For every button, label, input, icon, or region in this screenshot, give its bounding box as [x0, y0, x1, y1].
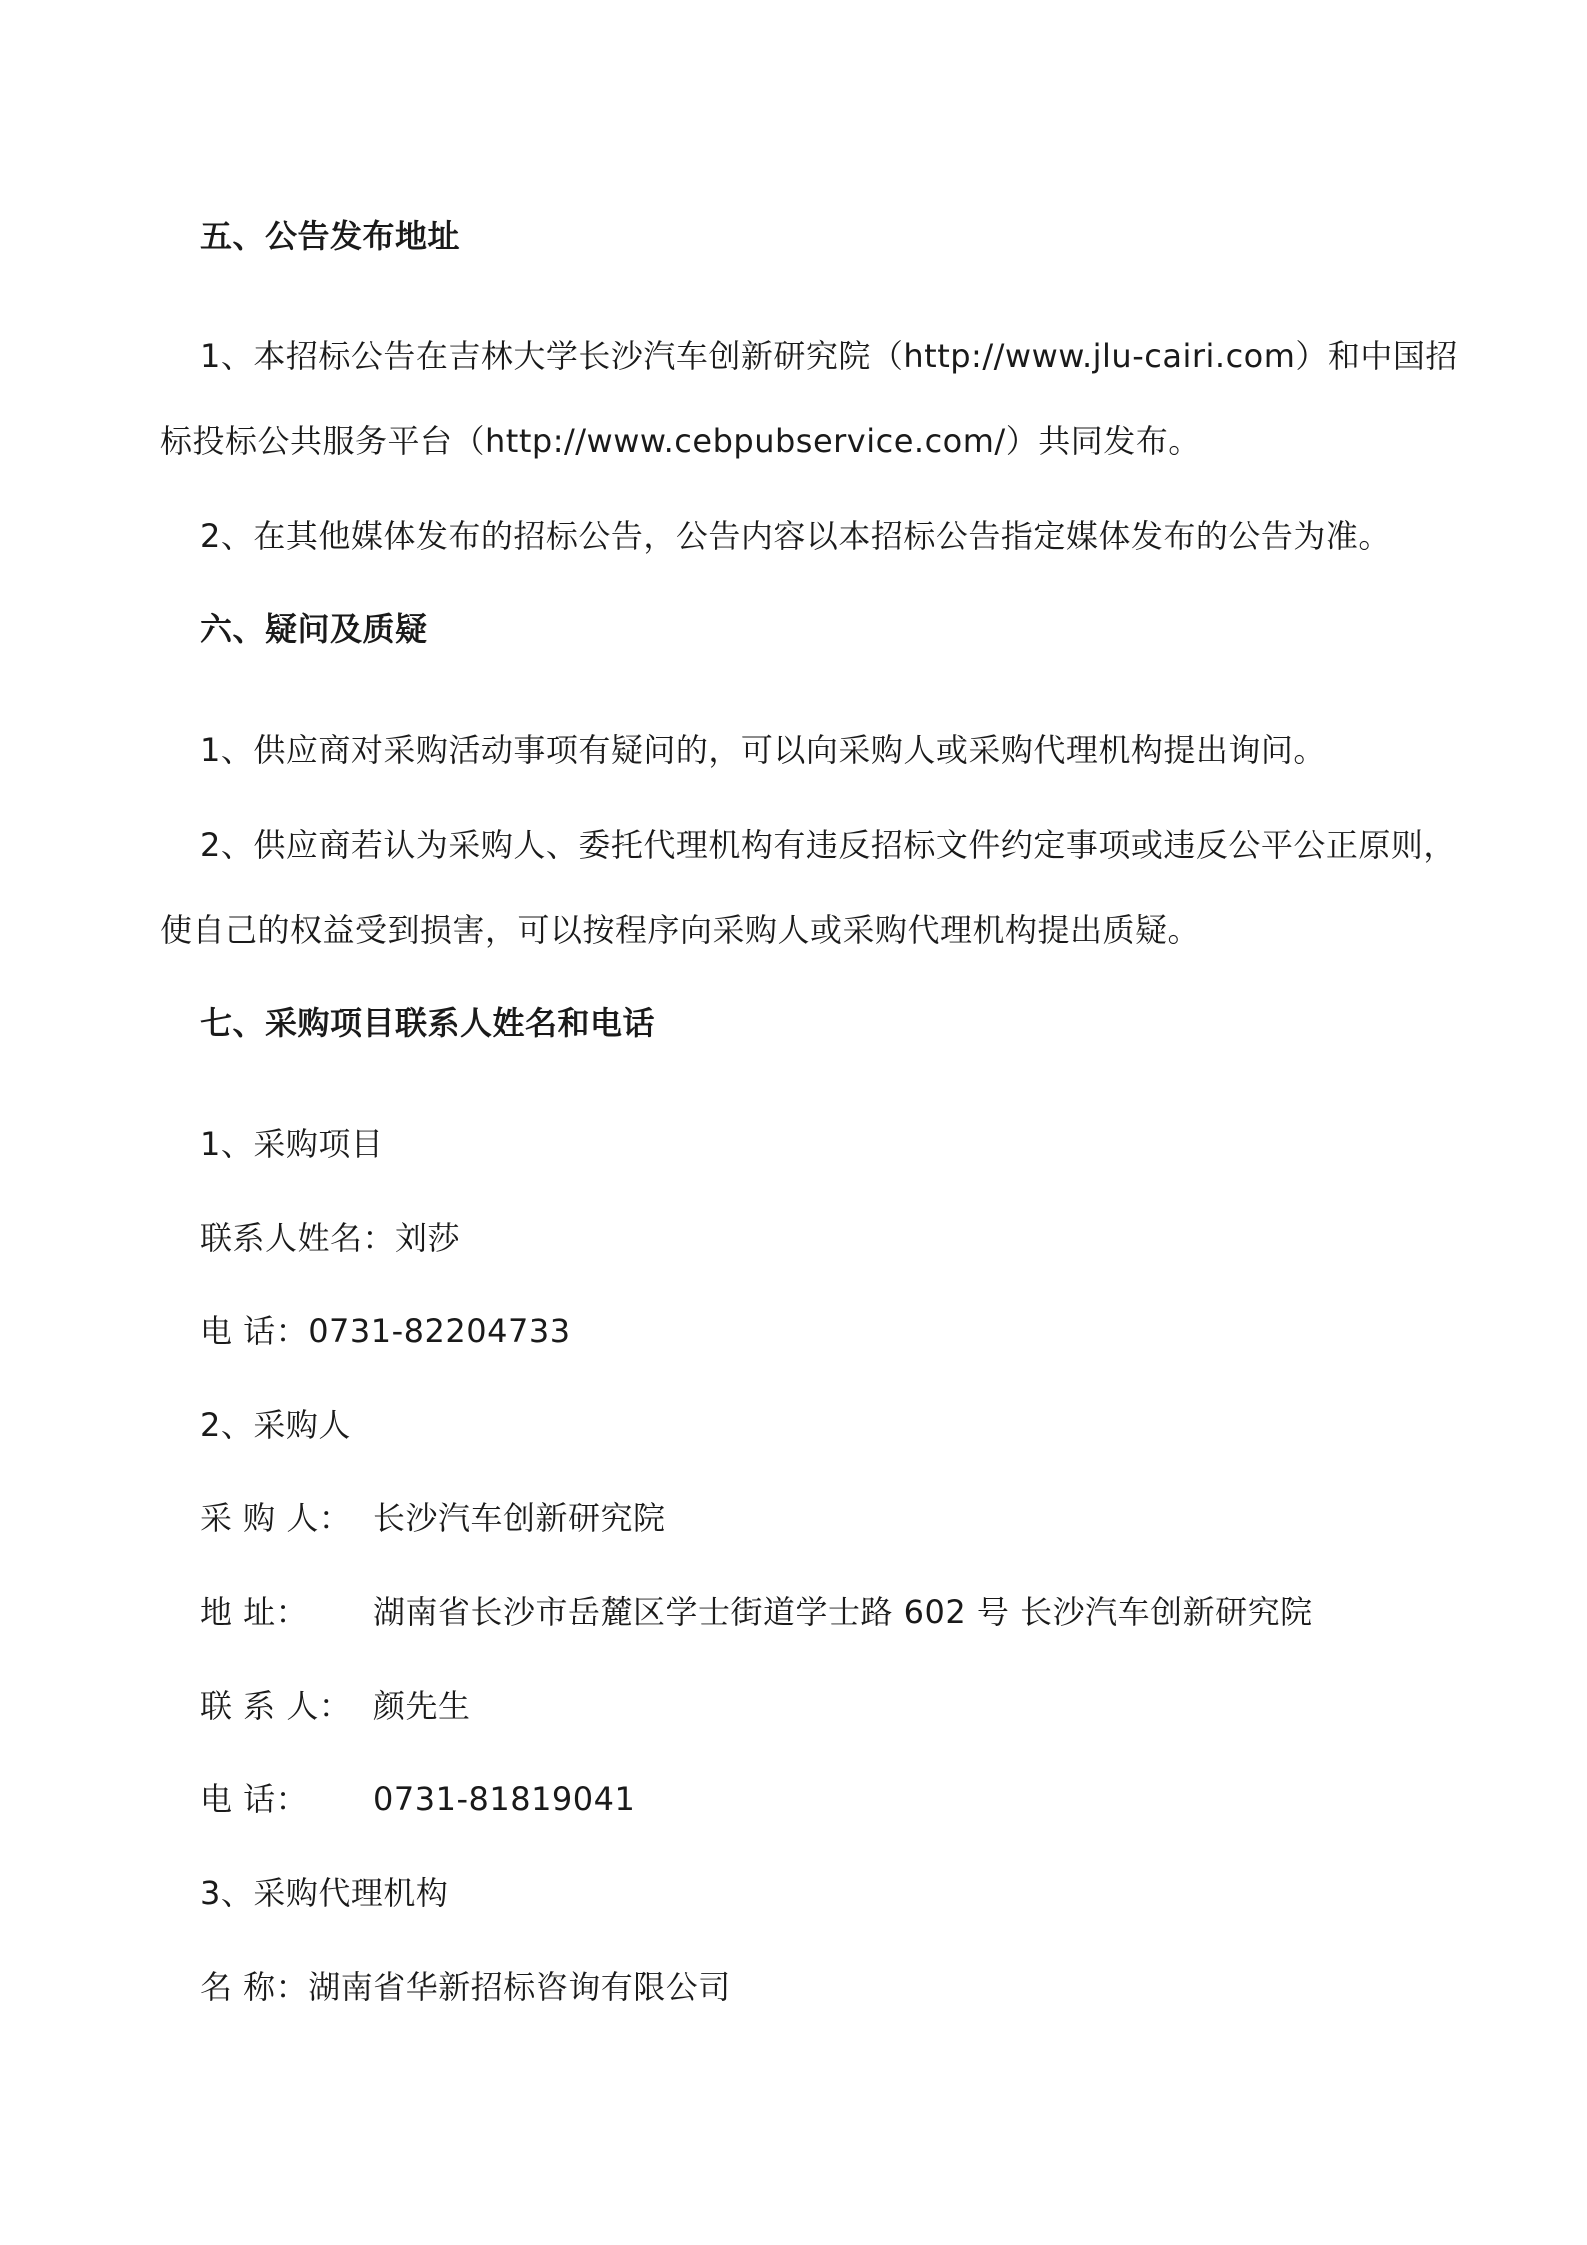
phone-row [200, 1779, 635, 1819]
item-2-title: 2、采购人 [200, 1406, 351, 1444]
section-7-heading: 七、采购项目联系人姓名和电话 [200, 1004, 656, 1042]
agency-row [200, 1967, 731, 2007]
address-row [200, 1592, 1313, 1632]
agency-value: 湖南省华新招标咨询有限公司 [308, 1968, 731, 2006]
item-1-contact: 联系人姓名：刘莎 [200, 1219, 461, 1257]
section-6-paragraph-2-line-1: 2、供应商若认为采购人、委托代理机构有违反招标文件约定事项或违反公平公正原则， [200, 826, 1456, 864]
item-1-phone-row [200, 1311, 571, 1351]
item-1-title: 1、采购项目 [200, 1125, 384, 1163]
contact-row [200, 1686, 471, 1726]
buyer-row [200, 1498, 666, 1538]
section-5-paragraph-2: 2、在其他媒体发布的招标公告，公告内容以本招标公告指定媒体发布的公告为准。 [200, 517, 1391, 555]
agency-label: 名 称： [200, 1968, 309, 2006]
section-5-heading: 五、公告发布地址 [200, 217, 461, 255]
phone-label: 电 话： [200, 1780, 309, 1818]
section-6-heading: 六、疑问及质疑 [200, 610, 428, 648]
buyer-label: 采 购 人： [200, 1499, 352, 1537]
item-1-phone-label: 电 话： [200, 1312, 309, 1350]
phone-value: 0731-81819041 [373, 1780, 636, 1818]
section-6-paragraph-2-line-2: 使自己的权益受到损害，可以按程序向采购人或采购代理机构提出质疑。 [160, 911, 1201, 949]
address-value: 湖南省长沙市岳麓区学士街道学士路 602 号 长沙汽车创新研究院 [373, 1593, 1313, 1631]
buyer-value: 长沙汽车创新研究院 [373, 1499, 666, 1537]
contact-label: 联 系 人： [200, 1687, 352, 1725]
section-5-paragraph-1-line-2: 标投标公共服务平台（http://www.cebpubservice.com/）共同发布。 [160, 422, 1201, 460]
address-label: 地 址： [200, 1593, 309, 1631]
item-3-title: 3、采购代理机构 [200, 1874, 449, 1912]
contact-value: 颜先生 [373, 1687, 471, 1725]
section-6-paragraph-1: 1、供应商对采购活动事项有疑问的，可以向采购人或采购代理机构提出询问。 [200, 731, 1326, 769]
item-1-phone-value: 0731-82204733 [308, 1312, 571, 1350]
section-5-paragraph-1-line-1: 1、本招标公告在吉林大学长沙汽车创新研究院（http://www.jlu-cairi.com）和中国招 [200, 337, 1458, 375]
